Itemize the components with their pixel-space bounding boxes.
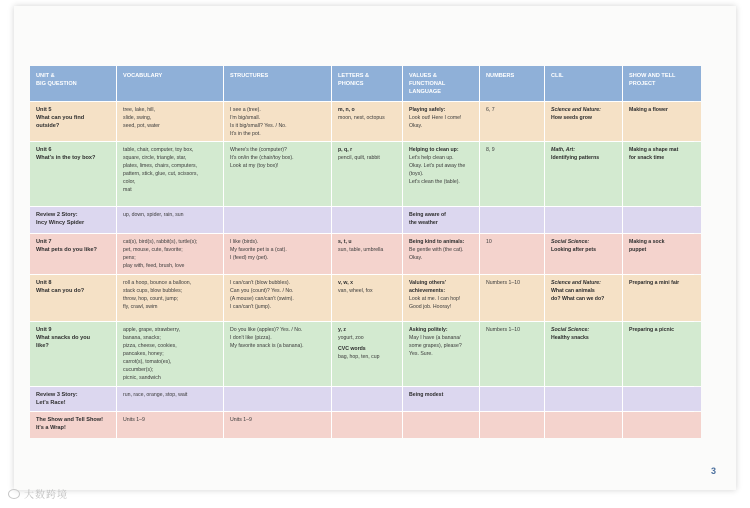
cell-unit [30, 207, 116, 233]
letters-text: CVC words [338, 346, 366, 352]
page-number: 3 [710, 466, 716, 476]
cell-structures [224, 142, 331, 206]
cell-structures [224, 387, 331, 411]
cell-unit [30, 412, 116, 438]
cell-project [623, 412, 701, 438]
unit-text: Unit 6 What's in the toy box? [36, 147, 96, 161]
cell-numbers [480, 142, 544, 206]
vocabulary-text: apple, grape, strawberry, banana, snacks; pizza, cheese, cookies, pancakes, honey; carrot(s), tomato(es), cucumber(s); picnic, sandwich [123, 327, 180, 381]
values-text: May I have (a banana/ some grapes), please? Yes. Sure. [409, 335, 462, 357]
cell-numbers [480, 387, 544, 411]
cell-clil [545, 275, 622, 321]
vocabulary-text: run, race, orange, stop, wait [123, 392, 188, 398]
clil-text: Identifying patterns [551, 155, 600, 161]
clil-text: Math, Art: [551, 147, 576, 153]
project-text: Making a flower [629, 107, 668, 113]
clil-text: What can animals do? What can we do? [551, 288, 605, 302]
values-text: Being kind to animals: [409, 239, 465, 245]
cell-numbers [480, 412, 544, 438]
watermark-text: 大数跨境 [24, 490, 68, 501]
cell-clil [545, 234, 622, 274]
values-text: Asking politely: [409, 327, 448, 333]
cell-clil [545, 412, 622, 438]
cell-vocabulary [117, 234, 223, 274]
clil-text: Looking after pets [551, 247, 596, 253]
letters-text: yogurt, zoo [338, 335, 364, 341]
header-clil: CLIL [545, 66, 622, 101]
cell-values [403, 102, 479, 141]
numbers-text: Numbers 1–10 [486, 280, 521, 286]
cell-values [403, 412, 479, 438]
structures-text: Where's the (computer)? It's on/in the (chair/toy box). Look at my (toy box)! [230, 147, 294, 169]
cell-letters [332, 207, 402, 233]
project-text: Preparing a picnic [629, 327, 674, 333]
numbers-text: 10 [486, 239, 492, 245]
letters-text: bag, hop, ten, cup [338, 354, 380, 360]
header-structures: STRUCTURES [224, 66, 331, 101]
numbers-text: 8, 9 [486, 147, 495, 153]
cell-project [623, 322, 701, 386]
cell-letters [332, 142, 402, 206]
cell-project [623, 275, 701, 321]
structures-text: I like (birds). My favorite pet is a (cat). I (feed) my (pet). [230, 239, 287, 261]
structures-text: Units 1–9 [230, 417, 252, 423]
header-values: VALUES & FUNCTIONAL LANGUAGE [403, 66, 479, 101]
cell-structures [224, 322, 331, 386]
values-text: Being modest [409, 392, 444, 398]
watermark [8, 486, 68, 501]
vocabulary-text: tree, lake, hill, slide, swing, seed, pot, water [123, 107, 160, 129]
cell-unit [30, 142, 116, 206]
cell-numbers [480, 275, 544, 321]
vocabulary-text: Units 1–9 [123, 417, 145, 423]
unit-text: The Show and Tell Show! It's a Wrap! [36, 417, 104, 431]
cell-project [623, 234, 701, 274]
cell-project [623, 207, 701, 233]
unit-text: Review 3 Story: Let's Race! [36, 392, 78, 406]
cell-values [403, 275, 479, 321]
clil-text: How seeds grow [551, 115, 592, 121]
cell-letters [332, 102, 402, 141]
letters-text: van, wheel, fox [338, 288, 373, 294]
vocabulary-text: up, down, spider, rain, sun [123, 212, 184, 218]
cell-letters [332, 387, 402, 411]
cell-vocabulary [117, 322, 223, 386]
cell-unit [30, 234, 116, 274]
clil-text: Healthy snacks [551, 335, 589, 341]
clil-text: Science and Nature: [551, 107, 601, 113]
cell-clil [545, 387, 622, 411]
cell-values [403, 142, 479, 206]
values-text: Let's help clean up. Okay. Let's put away the (toys). Let's clean the (table). [409, 155, 466, 185]
numbers-text: Numbers 1–10 [486, 327, 521, 333]
cell-values [403, 234, 479, 274]
cell-letters [332, 234, 402, 274]
header-numbers: NUMBERS [480, 66, 544, 101]
cell-vocabulary [117, 142, 223, 206]
values-text: Valuing others' achievements: [409, 280, 446, 294]
unit-text: Unit 8 What can you do? [36, 280, 85, 294]
clil-text: Science and Nature: [551, 280, 601, 286]
project-text: Making a shape mat for snack time [629, 147, 679, 161]
project-text: Preparing a mini fair [629, 280, 680, 286]
unit-text: Unit 9 What snacks do you like? [36, 327, 91, 349]
letters-text: y, z [338, 327, 346, 333]
project-text: Making a sock puppet [629, 239, 665, 253]
clil-text: Social Science: [551, 239, 590, 245]
header-letters-phonics: LETTERS & PHONICS [332, 66, 402, 101]
values-text: Being aware of the weather [409, 212, 446, 226]
vocabulary-text: cat(s), bird(s), rabbit(s), turtle(s); pet, mouse, cute, favorite; pens; play with, feed, brush, love [123, 239, 198, 269]
cell-values [403, 387, 479, 411]
unit-text: Unit 7 What pets do you like? [36, 239, 97, 253]
cell-letters [332, 322, 402, 386]
letters-text: p, q, r [338, 147, 353, 153]
cell-unit [30, 322, 116, 386]
cell-project [623, 387, 701, 411]
values-text: Look out! Here I come! Okay. [409, 115, 462, 129]
cell-structures [224, 207, 331, 233]
cell-structures [224, 102, 331, 141]
cell-project [623, 102, 701, 141]
cell-numbers [480, 207, 544, 233]
cell-values [403, 207, 479, 233]
values-text: Look at me. I can hop! Good job. Hooray! [409, 296, 461, 310]
cell-vocabulary [117, 207, 223, 233]
cell-unit [30, 387, 116, 411]
cell-numbers [480, 234, 544, 274]
cell-vocabulary [117, 102, 223, 141]
structures-text: Do you like (apples)? Yes. / No. I don't like (pizza). My favorite snack is (a banana). [230, 327, 304, 349]
cell-numbers [480, 102, 544, 141]
cell-project [623, 142, 701, 206]
letters-text: pencil, quilt, rabbit [338, 155, 380, 161]
cell-clil [545, 322, 622, 386]
unit-text: Unit 5 What can you find outside? [36, 107, 85, 129]
letters-text: s, t, u [338, 239, 352, 245]
cell-structures [224, 412, 331, 438]
cell-clil [545, 142, 622, 206]
vocabulary-text: roll a hoop, bounce a balloon, stack cups, blow bubbles; throw, hop, count, jump; fly, crawl, swim [123, 280, 192, 310]
structures-text: I can/can't (blow bubbles). Can you (count)? Yes. / No. (A mouse) can/can't (swim). I can/can't (jump). [230, 280, 294, 310]
numbers-text: 6, 7 [486, 107, 495, 113]
cell-values [403, 322, 479, 386]
cell-letters [332, 275, 402, 321]
cell-unit [30, 275, 116, 321]
vocabulary-text: table, chair, computer, toy box, square, circle, triangle, star, plates, limes, chairs, computers, pattern, stick, glue, cut, scissors, color, mat [123, 147, 198, 193]
cell-letters [332, 412, 402, 438]
letters-text: sun, table, umbrella [338, 247, 384, 253]
header-vocabulary: VOCABULARY [117, 66, 223, 101]
unit-text: Review 2 Story: Incy Wincy Spider [36, 212, 85, 226]
letters-text: v, w, x [338, 280, 353, 286]
values-text: Be gentle with (the cat). Okay. [409, 247, 464, 261]
cell-unit [30, 102, 116, 141]
cell-numbers [480, 322, 544, 386]
header-unit: UNIT & BIG QUESTION [30, 66, 116, 101]
watermark-logo-icon [8, 489, 20, 499]
cell-structures [224, 234, 331, 274]
cell-vocabulary [117, 387, 223, 411]
cell-clil [545, 102, 622, 141]
cell-structures [224, 275, 331, 321]
cell-vocabulary [117, 412, 223, 438]
structures-text: I see a (tree). I'm big/small. Is it big/small? Yes. / No. It's in the pot. [230, 107, 287, 137]
letters-text: m, n, o [338, 107, 355, 113]
scope-and-sequence-table [30, 66, 694, 438]
cell-vocabulary [117, 275, 223, 321]
header-project: SHOW AND TELL PROJECT [623, 66, 701, 101]
values-text: Helping to clean up: [409, 147, 459, 153]
cell-clil [545, 207, 622, 233]
clil-text: Social Science: [551, 327, 590, 333]
values-text: Playing safely: [409, 107, 446, 113]
letters-text: moon, nest, octopus [338, 115, 385, 121]
